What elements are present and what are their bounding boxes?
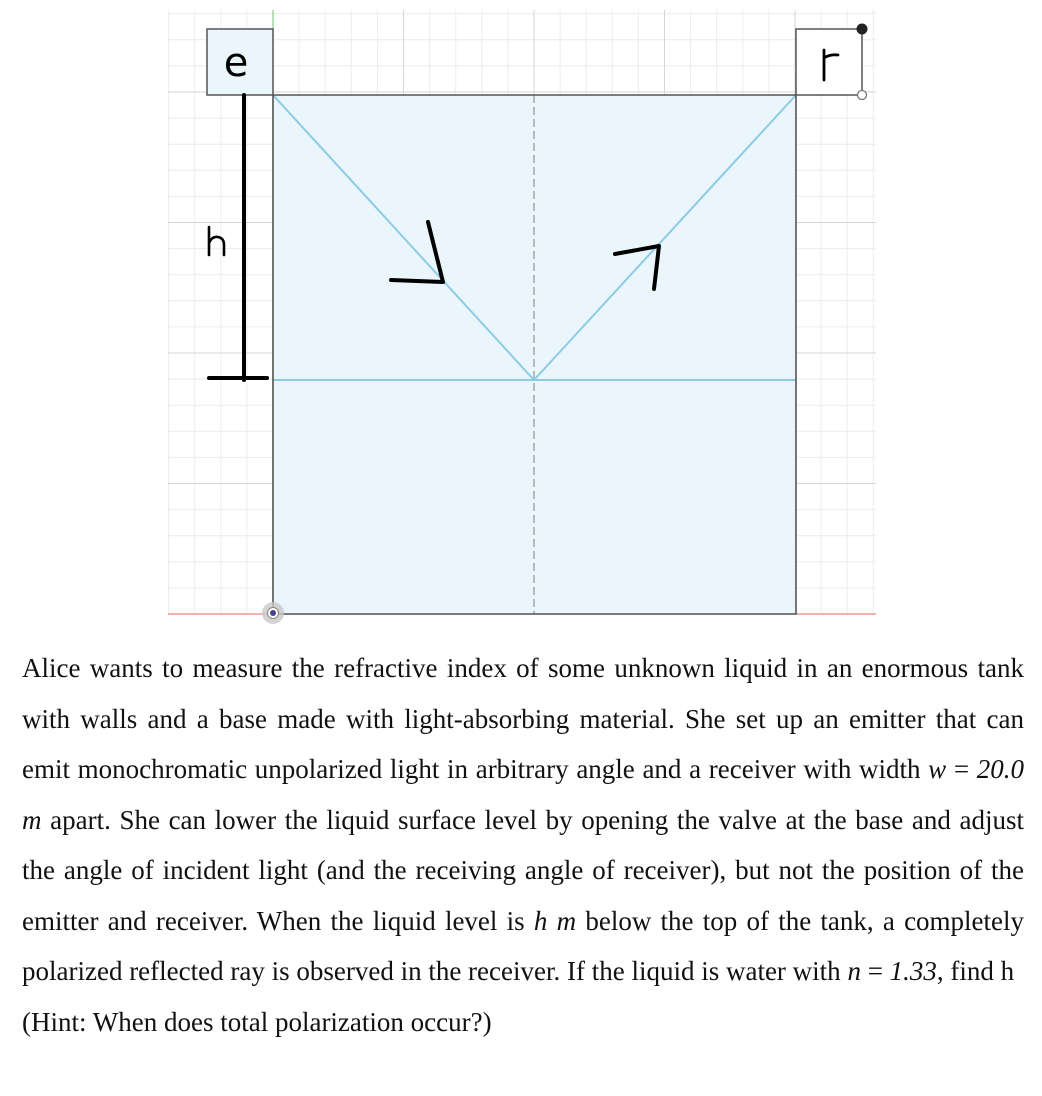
receiver-handle-top[interactable] <box>857 24 868 35</box>
width-variable: w <box>928 754 947 784</box>
height-variable: h <box>533 905 548 936</box>
receiver-box <box>796 29 862 95</box>
problem-paragraph <box>22 643 1024 997</box>
width-equals: = <box>946 754 977 784</box>
height-indicator <box>209 95 267 380</box>
height-label <box>209 227 224 255</box>
n-equals: = <box>860 956 890 986</box>
width-value: 20.0 <box>976 754 1024 784</box>
receiver-handle-bottom[interactable] <box>858 91 867 100</box>
origin-dot <box>270 610 276 616</box>
problem-statement <box>22 643 1024 1047</box>
emitter-label: e <box>223 40 249 86</box>
problem-hint: (Hint: When does total polarization occur?) <box>22 1006 492 1037</box>
problem-after-height: below the top of the tank, a completely polarized reflected ray is observed in the receiver. If the liquid is water with <box>22 905 1025 986</box>
n-value: 1.33 <box>889 956 937 986</box>
width-unit: m <box>22 804 42 835</box>
receiver <box>796 24 868 100</box>
problem-ending: , find h <box>936 956 1015 986</box>
n-variable: n <box>847 956 861 986</box>
emitter <box>207 29 273 95</box>
problem-middle: apart. She can lower the liquid surface level by opening the valve at the base and adjust the angle of incident light (and the receiving angle of receiver), but not the position of the emitter and receiver. When the liquid level is <box>22 804 1024 936</box>
height-unit: m <box>556 905 577 936</box>
origin-point[interactable] <box>262 602 284 624</box>
problem-intro: Alice wants to measure the refractive index of some unknown liquid in an enormous tank with walls and a base made with light-absorbing material. She set up an emitter that can emit monochromatic unpolarized light in arbitrary angle and a receiver with width <box>22 653 1024 784</box>
